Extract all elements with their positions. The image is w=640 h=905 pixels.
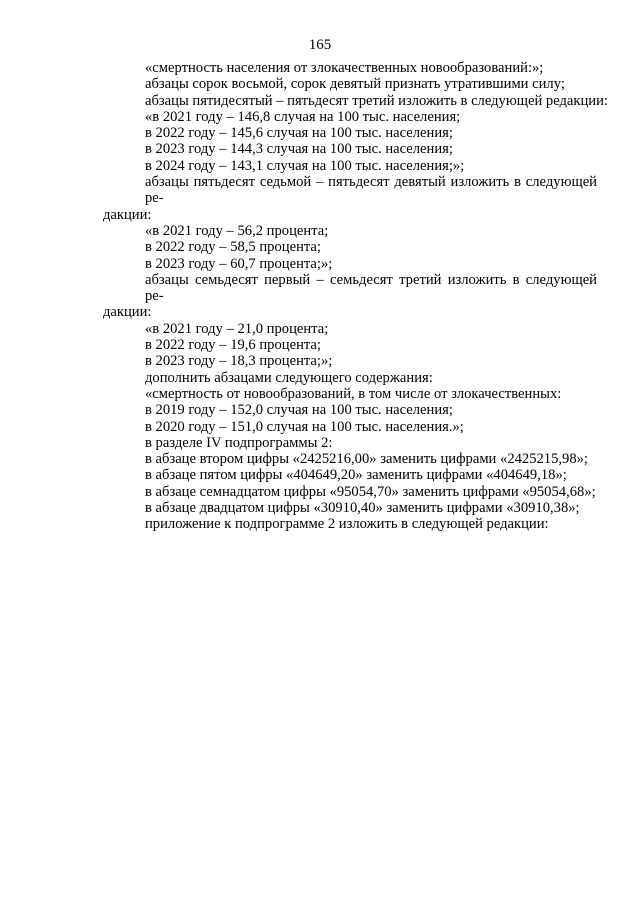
text-line: в 2022 году – 58,5 процента; [145,239,321,256]
text-line: в 2022 году – 19,6 процента; [145,337,321,354]
text-line: в 2023 году – 144,3 случая на 100 тыс. населения; [145,141,453,158]
text-line: в разделе IV подпрограммы 2: [145,434,333,451]
text-line: в 2022 году – 145,6 случая на 100 тыс. населения; [145,125,453,142]
text-line: в 2023 году – 60,7 процента;»; [145,255,333,272]
page-number: 165 [308,37,332,53]
text-line: «в 2021 году – 56,2 процента; [145,222,329,239]
text-line: в абзаце двадцатом цифры «30910,40» заменить цифрами «30910,38»; [145,500,580,517]
text-line: приложение к подпрограмме 2 изложить в следующей редакции: [145,516,549,533]
text-line: в абзаце втором цифры «2425216,00» заменить цифрами «2425215,98»; [145,451,588,468]
text-line: «смертность населения от злокачественных новообразований:»; [145,60,544,76]
text-line: абзацы сорок восьмой, сорок девятый признать утратившими силу; [145,76,565,93]
text-line: «смертность от новообразований, в том числе от злокачественных: [145,385,562,402]
text-line: дополнить абзацами следующего содержания: [145,369,433,386]
body-text [103,60,608,533]
text-line: абзацы пятьдесят седьмой – пятьдесят девятый изложить в следующей ре- [145,174,597,207]
text-line: в абзаце семнадцатом цифры «95054,70» заменить цифрами «95054,68»; [145,483,596,500]
text-line: в абзаце пятом цифры «404649,20» заменить цифрами «404649,18»; [145,467,567,484]
text-line: в 2024 году – 143,1 случая на 100 тыс. населения;»; [145,157,465,174]
text-line: дакции: [103,304,152,321]
text-line: в 2023 году – 18,3 процента;»; [145,353,333,370]
text-line: абзацы семьдесят первый – семьдесят третий изложить в следующей ре- [145,271,597,305]
text-line: дакции: [103,206,152,223]
text-line: «в 2021 году – 146,8 случая на 100 тыс. населения; [145,108,461,125]
text-line: в 2019 году – 152,0 случая на 100 тыс. населения; [145,402,453,419]
text-line: в 2020 году – 151,0 случая на 100 тыс. населения.»; [145,418,464,435]
text-line: «в 2021 году – 21,0 процента; [145,320,329,337]
text-line: абзацы пятидесятый – пятьдесят третий изложить в следующей редакции: [145,92,608,109]
